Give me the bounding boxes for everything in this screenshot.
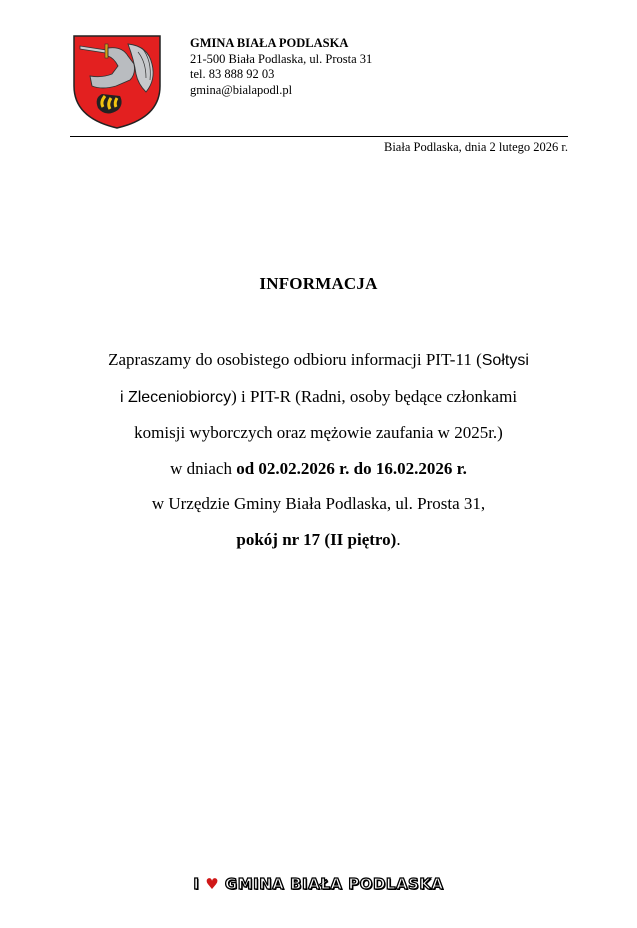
organization-email: gmina@bialapodl.pl bbox=[190, 82, 293, 97]
header-divider bbox=[70, 136, 568, 137]
organization-phone: tel. 83 888 92 03 bbox=[190, 67, 275, 81]
organization-address: 21-500 Biała Podlaska, ul. Prosta 31 bbox=[190, 51, 373, 66]
body-line-4: w dniach od 02.02.2026 r. do 16.02.2026 r. bbox=[170, 458, 467, 478]
footer-text: GMINA BIAŁA PODLASKA bbox=[224, 875, 444, 893]
body-line-6: pokój nr 17 (II piętro). bbox=[236, 529, 401, 549]
organization-name: GMINA BIAŁA PODLASKA bbox=[190, 36, 349, 50]
footer-i: I bbox=[193, 875, 200, 893]
document-body bbox=[40, 342, 597, 557]
footer-slogan bbox=[0, 875, 637, 893]
body-line-1: Zapraszamy do osobistego odbioru informacji PIT-11 (Sołtysi bbox=[108, 350, 529, 369]
coat-of-arms-icon bbox=[72, 34, 162, 130]
heart-icon: ♥ bbox=[205, 875, 220, 893]
document-title: INFORMACJA bbox=[259, 274, 378, 293]
letterhead bbox=[190, 36, 372, 98]
date-line: Biała Podlaska, dnia 2 lutego 2026 r. bbox=[383, 140, 568, 154]
body-line-2: i Zleceniobiorcy) i PIT-R (Radni, osoby będące członkami bbox=[119, 386, 518, 406]
body-line-3: komisji wyborczych oraz mężowie zaufania w 2025r.) bbox=[134, 423, 503, 442]
body-line-5: w Urzędzie Gminy Biała Podlaska, ul. Prosta 31, bbox=[151, 494, 486, 513]
